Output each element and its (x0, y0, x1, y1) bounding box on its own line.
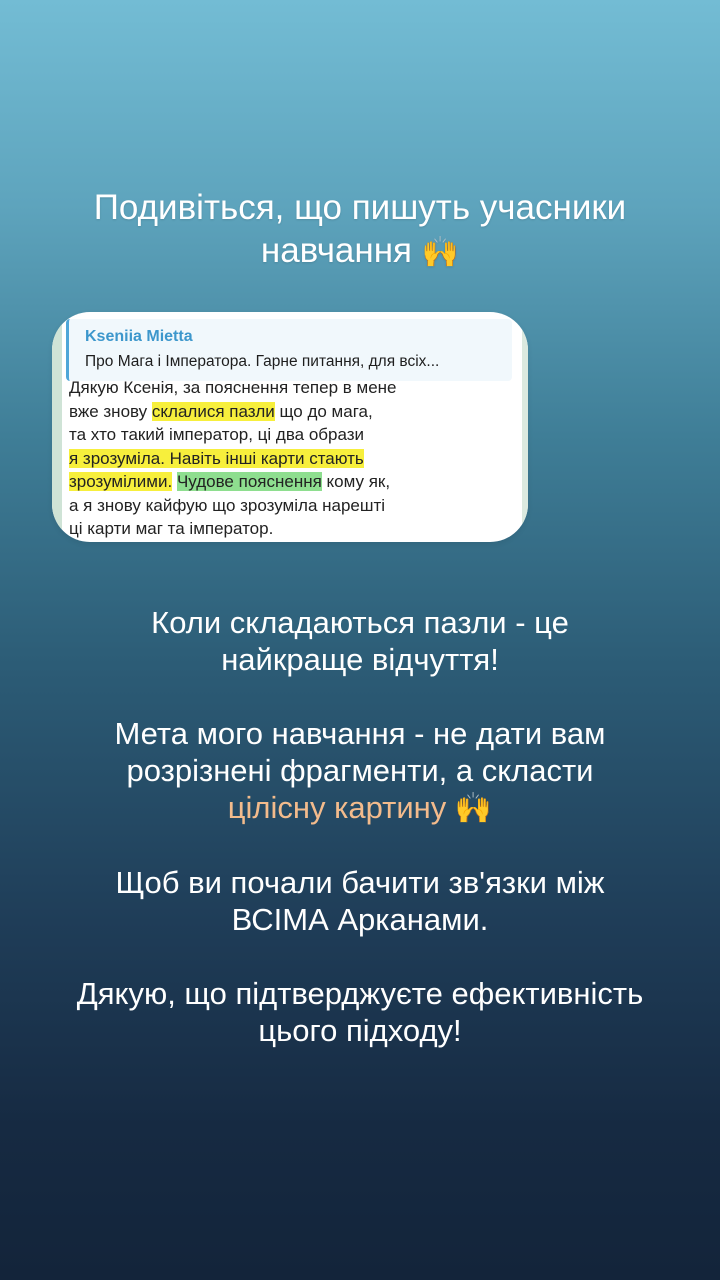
paragraph-2-line-1: Мета мого навчання - не дати вам (114, 716, 606, 751)
message-line-4 (69, 447, 489, 471)
accent-whole-picture: цілісну картину (227, 790, 447, 825)
paragraph-4-line-1: Дякую, що підтверджуєте ефективність (76, 976, 644, 1011)
paragraph-4 (0, 975, 720, 1049)
card-left-edge (52, 312, 62, 542)
message-line-5 (69, 470, 489, 494)
paragraph-1 (0, 604, 720, 678)
message-line-2-pre: вже знову (69, 401, 152, 421)
highlight-understandable: зрозумілими. (69, 472, 173, 491)
quote-text: Про Мага і Імператора. Гарне питання, для всіх... (85, 353, 440, 370)
card-right-edge (522, 312, 528, 542)
message-line-1: Дякую Ксенія, за пояснення тепер в мене (69, 378, 397, 397)
message-line-2-post: що до мага, (274, 401, 373, 421)
testimonial-message (69, 376, 489, 541)
message-line-5-post: кому як, (321, 472, 391, 491)
message-line-7: ці карти маг та імператор. (69, 519, 274, 538)
paragraph-3 (0, 864, 720, 938)
headline-line-1: Подивіться, що пишуть учасники (93, 188, 627, 227)
reply-quote (66, 319, 512, 381)
raising-hands-icon: 🙌 (421, 235, 460, 270)
paragraph-3-line-1: Щоб ви почали бачити зв'язки між (115, 865, 605, 900)
message-line-6: а я знову кайфую що зрозуміла нарешті (69, 495, 386, 515)
paragraph-2 (0, 715, 720, 827)
paragraph-2-line-3 (0, 789, 720, 827)
story-body-text (0, 604, 720, 1086)
quote-author: Kseniia Mietta (85, 328, 193, 345)
paragraph-3-line-2: ВСІМА Арканами. (231, 902, 489, 937)
paragraph-2-line-2: розрізнені фрагменти, а скласти (126, 753, 594, 788)
message-line-3: та хто такий імператор, ці два образи (69, 425, 365, 444)
headline-line-2-text: навчання (260, 231, 413, 270)
headline-line-2 (0, 229, 720, 274)
message-line-2 (69, 400, 489, 424)
paragraph-1-line-1: Коли складаються пазли - це (151, 605, 569, 640)
raising-hands-icon: 🙌 (454, 791, 493, 826)
paragraph-1-line-2: найкраще відчуття! (221, 642, 499, 677)
paragraph-4-line-2: цього підходу! (258, 1013, 462, 1048)
highlight-puzzles: склалися пазли (151, 401, 275, 421)
testimonial-screenshot-card (52, 312, 528, 542)
story-headline (0, 186, 720, 274)
highlight-great-explanation: Чудове пояснення (176, 472, 322, 491)
highlight-understood: я зрозуміла. Навіть інші карти стають (69, 448, 364, 468)
